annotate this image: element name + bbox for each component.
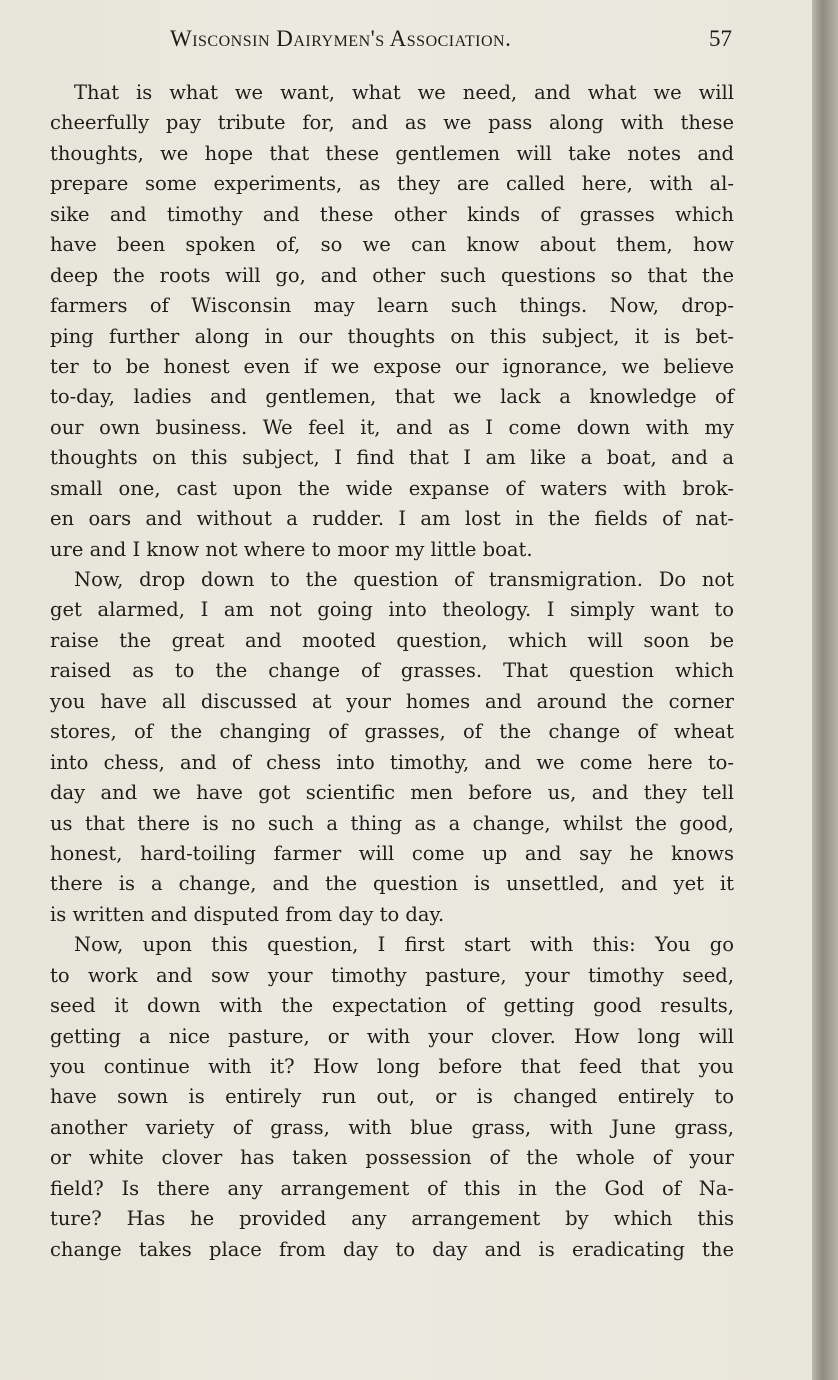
page-number: 57 [709, 26, 732, 51]
text-line: stores, of the changing of grasses, of the change of wheat [50, 720, 734, 744]
text-line: change takes place from day to day and is eradicating the [50, 1237, 734, 1261]
text-line: get alarmed, I am not going into theology. I simply want to [50, 598, 734, 622]
paragraph [50, 930, 734, 1265]
text-line: day and we have got scientific men before us, and they tell [50, 781, 734, 805]
text-line: another variety of grass, with blue grass, with June grass, [50, 1115, 734, 1139]
text-line: Now, drop down to the question of transmigration. Do not [74, 568, 734, 591]
text-line: small one, cast upon the wide expanse of waters with brok- [50, 476, 734, 500]
body-text [50, 78, 734, 1265]
text-line: thoughts on this subject, I find that I am like a boat, and a [50, 446, 734, 470]
text-line: deep the roots will go, and other such questions so that the [50, 263, 734, 287]
running-head-title: Wisconsin Dairymen's Association. [170, 26, 512, 51]
text-line: there is a change, and the question is unsettled, and yet it [50, 872, 734, 896]
paragraph [50, 565, 734, 930]
text-line: or white clover has taken possession of the whole of your [50, 1146, 734, 1170]
text-line: to work and sow your timothy pasture, your timothy seed, [50, 963, 734, 987]
text-line: getting a nice pasture, or with your clover. How long will [50, 1024, 734, 1048]
text-line: into chess, and of chess into timothy, and we come here to- [50, 750, 734, 774]
text-line: have sown is entirely run out, or is changed entirely to [50, 1085, 734, 1109]
text-line: is written and disputed from day to day. [50, 902, 445, 926]
text-line: Now, upon this question, I first start with this: You go [74, 933, 734, 957]
text-line: cheerfully pay tribute for, and as we pass along with these [50, 111, 734, 135]
text-line: farmers of Wisconsin may learn such things. Now, drop- [50, 294, 734, 318]
running-head [60, 26, 736, 56]
text-line: prepare some experiments, as they are called here, with al- [50, 172, 734, 196]
text-line: sike and timothy and these other kinds of grasses which [50, 202, 734, 226]
text-line: you continue with it? How long before that feed that you [50, 1055, 734, 1078]
text-line: raise the great and mooted question, which will soon be [50, 628, 734, 652]
text-line: field? Is there any arrangement of this in the God of Na- [50, 1176, 734, 1200]
text-line: our own business. We feel it, and as I come down with my [50, 415, 734, 439]
text-line: have been spoken of, so we can know about them, how [50, 233, 734, 257]
text-line: ping further along in our thoughts on this subject, it is bet- [50, 324, 734, 348]
text-line: you have all discussed at your homes and around the corner [50, 689, 734, 713]
text-line: That is what we want, what we need, and what we will [74, 81, 734, 104]
text-line: ter to be honest even if we expose our ignorance, we believe [50, 354, 734, 378]
text-line: thoughts, we hope that these gentlemen will take notes and [50, 141, 734, 165]
text-line: raised as to the change of grasses. That question which [50, 659, 734, 683]
text-line: honest, hard-toiling farmer will come up and say he knows [50, 841, 734, 865]
text-line: to-day, ladies and gentlemen, that we lack a knowledge of [50, 385, 734, 409]
text-line: ture? Has he provided any arrangement by which this [50, 1207, 734, 1231]
paragraph [50, 78, 734, 565]
page-edge [812, 0, 838, 1380]
text-line: en oars and without a rudder. I am lost in the fields of nat- [50, 507, 734, 531]
text-line: ure and I know not where to moor my little boat. [50, 537, 533, 561]
text-line: seed it down with the expectation of getting good results, [50, 994, 734, 1018]
text-line: us that there is no such a thing as a change, whilst the good, [50, 811, 734, 835]
